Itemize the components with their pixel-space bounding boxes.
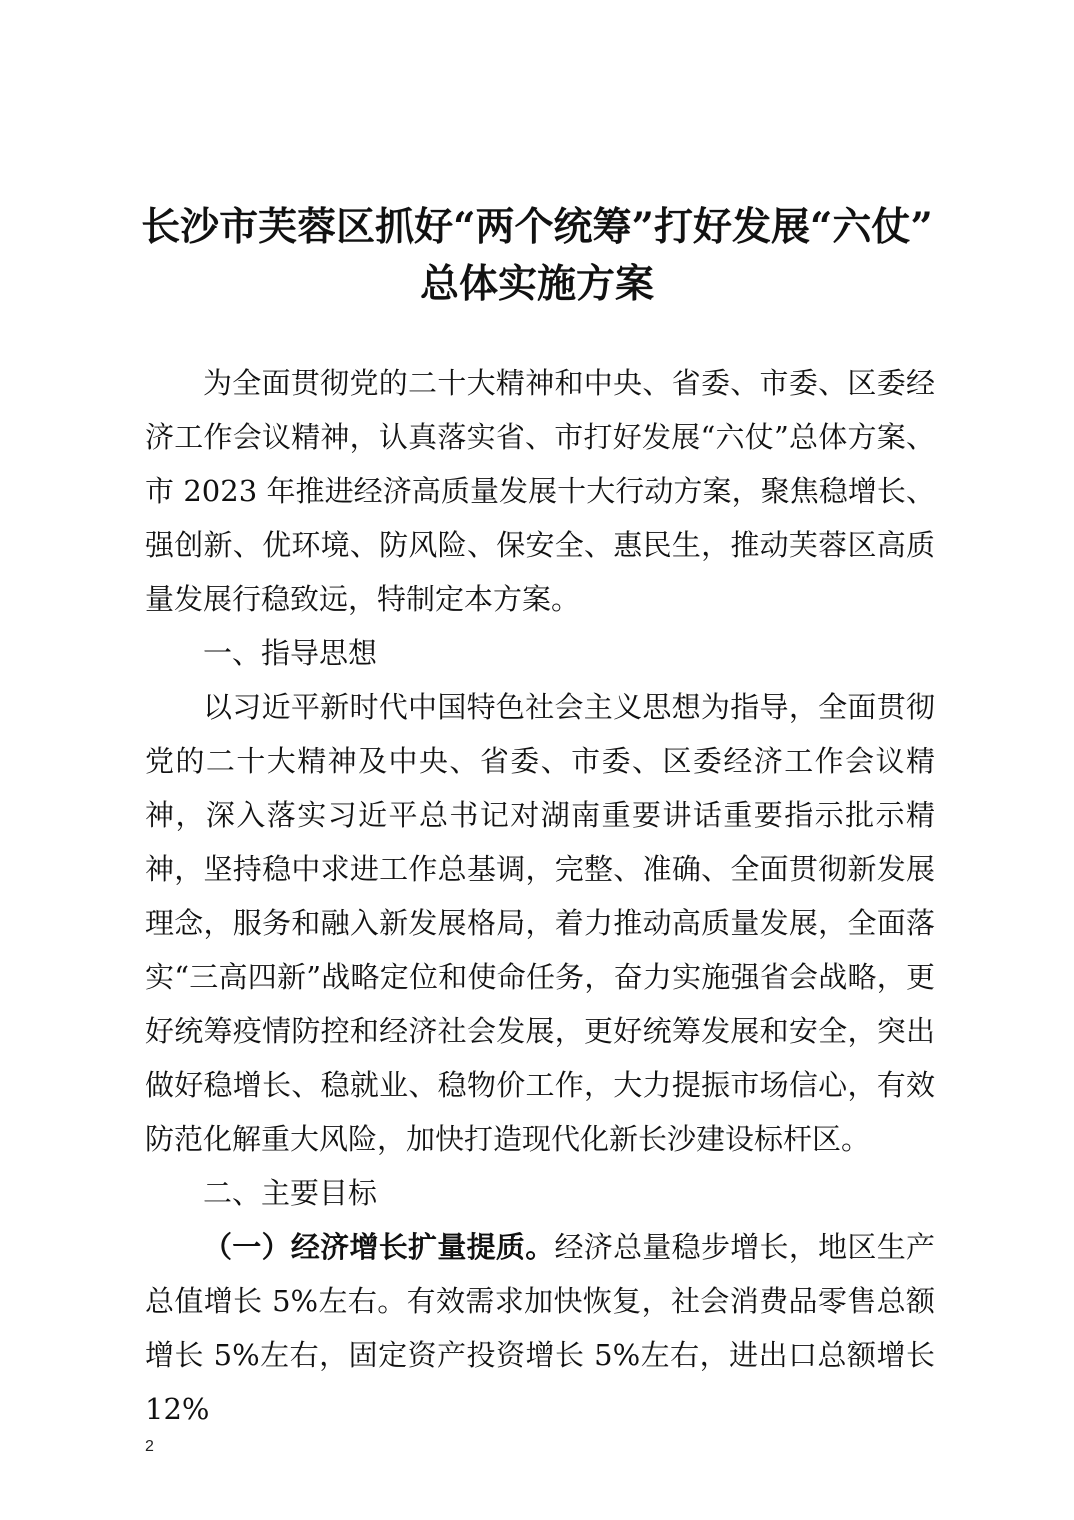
document-title-line-2: 总体实施方案 bbox=[419, 261, 654, 307]
section-heading-guiding-ideology: 一、指导思想 bbox=[203, 636, 378, 670]
main-goals-item-1-paragraph bbox=[145, 1220, 935, 1436]
guiding-ideology-paragraph: 以习近平新时代中国特色社会主义思想为指导，全面贯彻党的二十大精神及中央、省委、市委、区委经济工作会议精神，深入落实习近平总书记对湖南重要讲话重要指示批示精神，坚持稳中求进工作总基调，完整、准确、全面贯彻新发展理念，服务和融入新发展格局，着力推动高质量发展，全面落实“三高四新”战略定位和使命任务，奋力实施强省会战略，更好统筹疫情防控和经济社会发展，更好统筹发展和安全，突出做好稳增长、稳就业、稳物价工作，大力提振市场信心，有效防范化解重大风险，加快打造现代化新长沙建设标杆区。 bbox=[145, 690, 935, 1156]
document-title-line-1: 长沙市芙蓉区抓好“两个统筹”打好发展“六仗” bbox=[141, 204, 933, 250]
main-goals-item-1-lead: （一）经济增长扩量提质。 bbox=[203, 1230, 555, 1264]
page-number: 2 bbox=[145, 1438, 154, 1455]
section-heading-main-goals: 二、主要目标 bbox=[203, 1176, 378, 1210]
main-goals-item-1-text: 经济总量稳步增长，地区生产总值增长 5%左右。有效需求加快恢复，社会消费品零售总额增长 5%左右，固定资产投资增长 5%左右，进出口总额增长 12% bbox=[145, 1230, 935, 1426]
intro-paragraph: 为全面贯彻党的二十大精神和中央、省委、市委、区委经济工作会议精神，认真落实省、市打好发展“六仗”总体方案、市 2023 年推进经济高质量发展十大行动方案，聚焦稳增长、强创新、优环境、防风险、保安全、惠民生，推动芙蓉区高质量发展行稳致远，特制定本方案。 bbox=[145, 366, 935, 616]
